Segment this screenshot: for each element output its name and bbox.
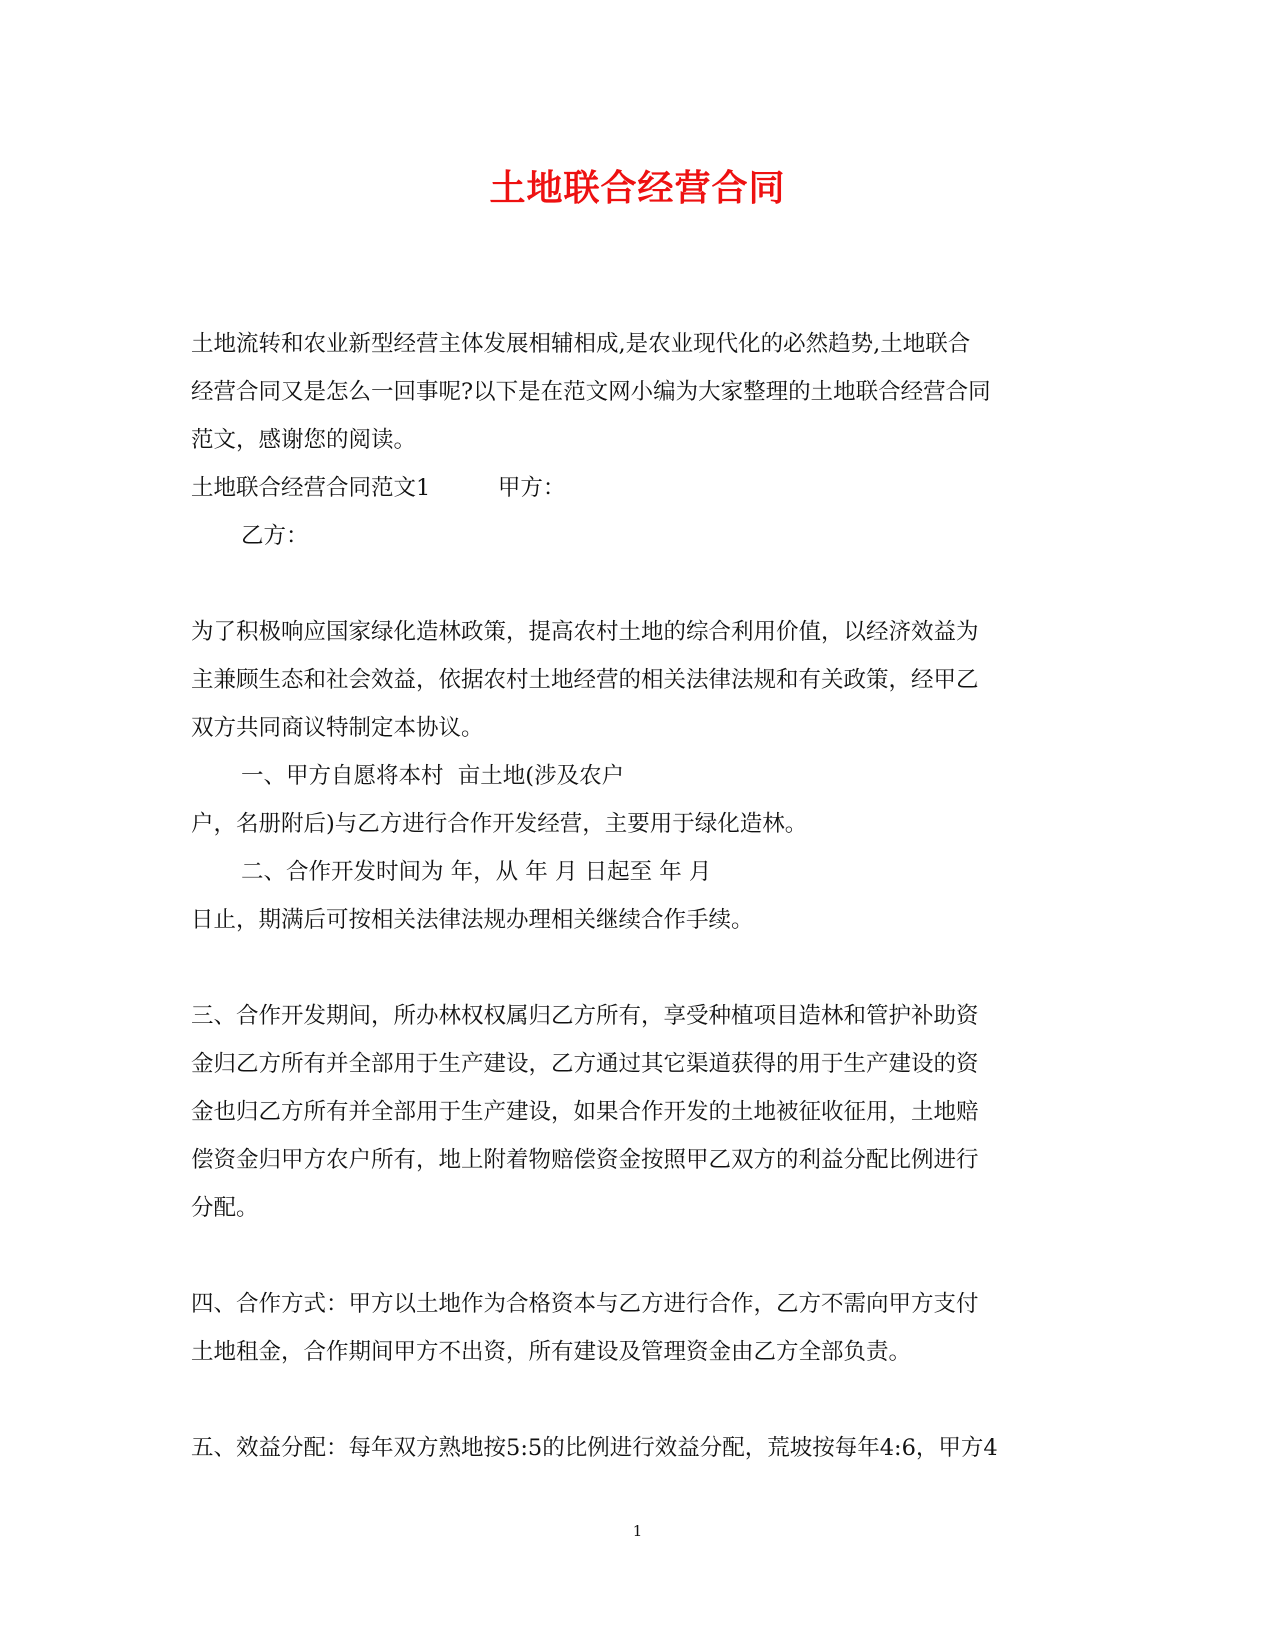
- page-number: 1: [632, 1522, 643, 1540]
- intro-line: 范文，感谢您的阅读。: [191, 427, 417, 453]
- preamble-line: 为了积极响应国家绿化造林政策，提高农村土地的综合利用价值，以经济效益为: [191, 619, 979, 645]
- clause-3-line: 三、合作开发期间，所办林权权属归乙方所有，享受种植项目造林和管护补助资: [191, 1003, 979, 1029]
- clause-3-line: 分配。: [191, 1195, 259, 1221]
- preamble-line: 主兼顾生态和社会效益，依据农村土地经营的相关法律法规和有关政策，经甲乙: [191, 667, 979, 693]
- preamble-line: 双方共同商议特制定本协议。: [191, 715, 484, 741]
- clause-2-line: 二、合作开发时间为 年，从 年 月 日起至 年 月: [241, 859, 712, 885]
- sample-heading: 土地联合经营合同范文1 甲方：: [191, 475, 566, 501]
- clause-4-line: 四、合作方式：甲方以土地作为合格资本与乙方进行合作，乙方不需向甲方支付: [191, 1291, 979, 1317]
- clause-1-line: 一、甲方自愿将本村 亩土地(涉及农户: [241, 763, 625, 789]
- clause-3-line: 金也归乙方所有并全部用于生产建设，如果合作开发的土地被征收征用，土地赔: [191, 1099, 979, 1125]
- document-body: [191, 320, 1086, 1472]
- paragraph-gap: [191, 560, 1086, 608]
- paragraph-gap: [191, 1232, 1086, 1280]
- clause-2-line: 日止，期满后可按相关法律法规办理相关继续合作手续。: [191, 907, 754, 933]
- document-title: 土地联合经营合同: [489, 167, 786, 209]
- paragraph-gap: [191, 944, 1086, 992]
- clause-5-line: 五、效益分配：每年双方熟地按5:5的比例进行效益分配，荒坡按每年4:6，甲方4: [191, 1435, 998, 1461]
- intro-line: 经营合同又是怎么一回事呢?以下是在范文网小编为大家整理的土地联合经营合同: [191, 379, 991, 405]
- paragraph-gap: [191, 1376, 1086, 1424]
- clause-1-line: 户，名册附后)与乙方进行合作开发经营，主要用于绿化造林。: [191, 811, 808, 837]
- clause-4-line: 土地租金，合作期间甲方不出资，所有建设及管理资金由乙方全部负责。: [191, 1339, 912, 1365]
- clause-3-line: 金归乙方所有并全部用于生产建设，乙方通过其它渠道获得的用于生产建设的资: [191, 1051, 979, 1077]
- clause-3-line: 偿资金归甲方农户所有，地上附着物赔偿资金按照甲乙双方的利益分配比例进行: [191, 1147, 979, 1173]
- intro-line: 土地流转和农业新型经营主体发展相辅相成,是农业现代化的必然趋势,土地联合: [191, 331, 971, 357]
- party-b-label: 乙方：: [241, 523, 309, 549]
